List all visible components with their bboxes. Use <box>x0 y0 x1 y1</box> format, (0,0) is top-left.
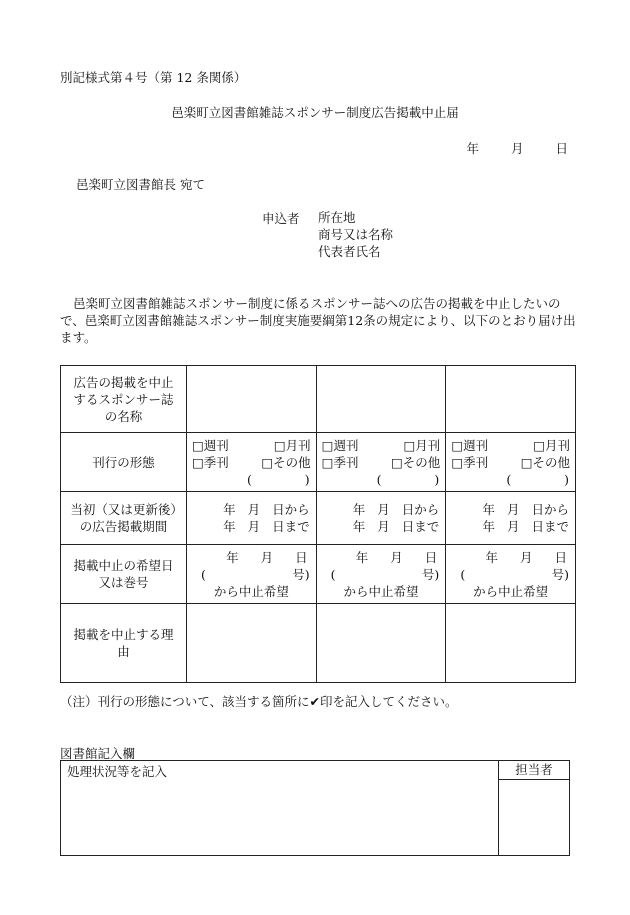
checkbox-weekly[interactable]: □週刊 <box>451 437 489 453</box>
stop-suffix: から中止希望 <box>213 583 289 599</box>
paren-open: ( <box>201 566 206 582</box>
stop-month: 月 <box>390 549 403 565</box>
period-to: 日まで <box>531 519 569 534</box>
format-cell-3[interactable] <box>446 433 576 492</box>
stop-year: 年 <box>485 549 498 565</box>
stop-issue: 号) <box>421 566 440 582</box>
applicant-fields <box>318 209 393 260</box>
checkbox-quarterly[interactable]: □季刊 <box>321 454 359 470</box>
magazine-name-cell-2[interactable] <box>316 366 446 433</box>
table-row <box>61 492 576 545</box>
stop-date-cell-3[interactable] <box>446 545 576 604</box>
staff-header: 担当者 <box>499 761 570 780</box>
checkbox-monthly[interactable]: □月刊 <box>273 437 311 453</box>
application-table <box>60 365 576 683</box>
reason-cell-2[interactable] <box>316 604 446 683</box>
period-year: 年 <box>352 502 366 517</box>
checkbox-other[interactable]: □その他 <box>261 454 311 470</box>
period-from: 日から <box>401 502 440 517</box>
date-line <box>438 139 568 157</box>
process-status-label: 処理状況等を記入 <box>67 764 168 779</box>
stop-date-cell-2[interactable] <box>316 545 446 604</box>
date-day: 日 <box>555 141 568 156</box>
library-section-title: 図書館記入欄 <box>60 746 136 761</box>
stop-suffix: から中止希望 <box>343 583 419 599</box>
period-from: 日から <box>272 502 310 517</box>
checkbox-quarterly[interactable]: □季刊 <box>192 454 229 470</box>
table-row <box>61 433 576 492</box>
table-row <box>61 366 576 433</box>
stop-year: 年 <box>226 549 239 565</box>
checkbox-weekly[interactable]: □週刊 <box>192 437 229 453</box>
checkbox-weekly[interactable]: □週刊 <box>321 437 359 453</box>
table-row <box>61 604 576 683</box>
stop-issue: 号) <box>292 566 310 582</box>
reason-cell-1[interactable] <box>187 604 317 683</box>
period-month: 月 <box>377 519 390 534</box>
paren-close: ) <box>564 471 569 487</box>
paren-open: ( <box>247 471 252 487</box>
period-month: 月 <box>247 502 261 517</box>
magazine-name-label: 広告の掲載を中止するスポンサー誌の名称 <box>73 374 174 424</box>
stop-suffix: から中止希望 <box>473 583 549 599</box>
checkbox-monthly[interactable]: □月刊 <box>533 437 570 453</box>
staff-cell[interactable] <box>499 780 570 856</box>
date-month: 月 <box>510 141 524 156</box>
form-id: 別記様式第４号（第 12 条関係） <box>60 70 247 85</box>
checkbox-other[interactable]: □その他 <box>391 454 441 470</box>
period-month: 月 <box>506 519 520 534</box>
body-paragraph: 邑楽町立図書館雑誌スポンサー制度に係るスポンサー誌への広告の掲載を中止したいので、邑楽町立図書館雑誌スポンサー制度実施要綱第12条の規定により、以下のとおり届け出ます。 <box>60 296 576 345</box>
applicant-address: 所在地 <box>318 210 356 225</box>
period-year: 年 <box>223 519 236 534</box>
recipient: 邑楽町立図書館長 宛て <box>76 177 205 192</box>
paren-open: ( <box>330 566 336 582</box>
period-from: 日から <box>531 502 569 517</box>
reason-label: 掲載を中止する理由 <box>73 627 174 659</box>
applicant-representative: 代表者氏名 <box>318 244 381 259</box>
checkbox-other[interactable]: □その他 <box>520 454 570 470</box>
period-month: 月 <box>247 519 261 534</box>
magazine-name-cell-3[interactable] <box>446 366 576 433</box>
applicant-company-name: 商号又は名称 <box>318 227 394 242</box>
stop-month: 月 <box>260 549 274 565</box>
paren-close: ) <box>434 471 440 487</box>
date-year: 年 <box>466 141 479 156</box>
paren-open: ( <box>460 566 466 582</box>
stop-month: 月 <box>519 549 533 565</box>
period-cell-1[interactable] <box>187 492 317 545</box>
checkbox-quarterly[interactable]: □季刊 <box>451 454 489 470</box>
period-year: 年 <box>223 502 236 517</box>
stop-year: 年 <box>355 549 369 565</box>
stop-date-label: 掲載中止の希望日又は巻号 <box>73 558 174 590</box>
stop-day: 日 <box>424 549 438 565</box>
period-year: 年 <box>482 502 495 517</box>
period-month: 月 <box>506 502 520 517</box>
period-year: 年 <box>352 519 366 534</box>
stop-day: 日 <box>295 549 308 565</box>
paren-open: ( <box>376 471 382 487</box>
stop-date-cell-1[interactable] <box>187 545 317 604</box>
reason-cell-3[interactable] <box>446 604 576 683</box>
period-year: 年 <box>482 519 495 534</box>
table-row <box>61 545 576 604</box>
period-label: 当初（又は更新後）の広告掲載期間 <box>70 502 177 534</box>
period-to: 日まで <box>272 519 310 534</box>
note: （注）刊行の形態について、該当する箇所に✔印を記入してください。 <box>60 694 458 709</box>
document-title: 邑楽町立図書館雑誌スポンサー制度広告掲載中止届 <box>171 105 459 120</box>
checkbox-monthly[interactable]: □月刊 <box>403 437 441 453</box>
applicant-label: 申込者 <box>262 211 300 226</box>
period-cell-2[interactable] <box>316 492 446 545</box>
paren-close: ) <box>304 471 310 487</box>
magazine-name-cell-1[interactable] <box>187 366 317 433</box>
library-use-table <box>60 760 570 856</box>
period-month: 月 <box>377 502 390 517</box>
paren-open: ( <box>506 471 512 487</box>
stop-issue: 号) <box>551 566 569 582</box>
format-cell-1[interactable] <box>187 433 317 492</box>
format-label: 刊行の形態 <box>92 454 155 470</box>
period-cell-3[interactable] <box>446 492 576 545</box>
format-cell-2[interactable] <box>316 433 446 492</box>
period-to: 日まで <box>401 519 440 534</box>
stop-day: 日 <box>554 549 567 565</box>
process-status-cell[interactable] <box>61 761 499 856</box>
